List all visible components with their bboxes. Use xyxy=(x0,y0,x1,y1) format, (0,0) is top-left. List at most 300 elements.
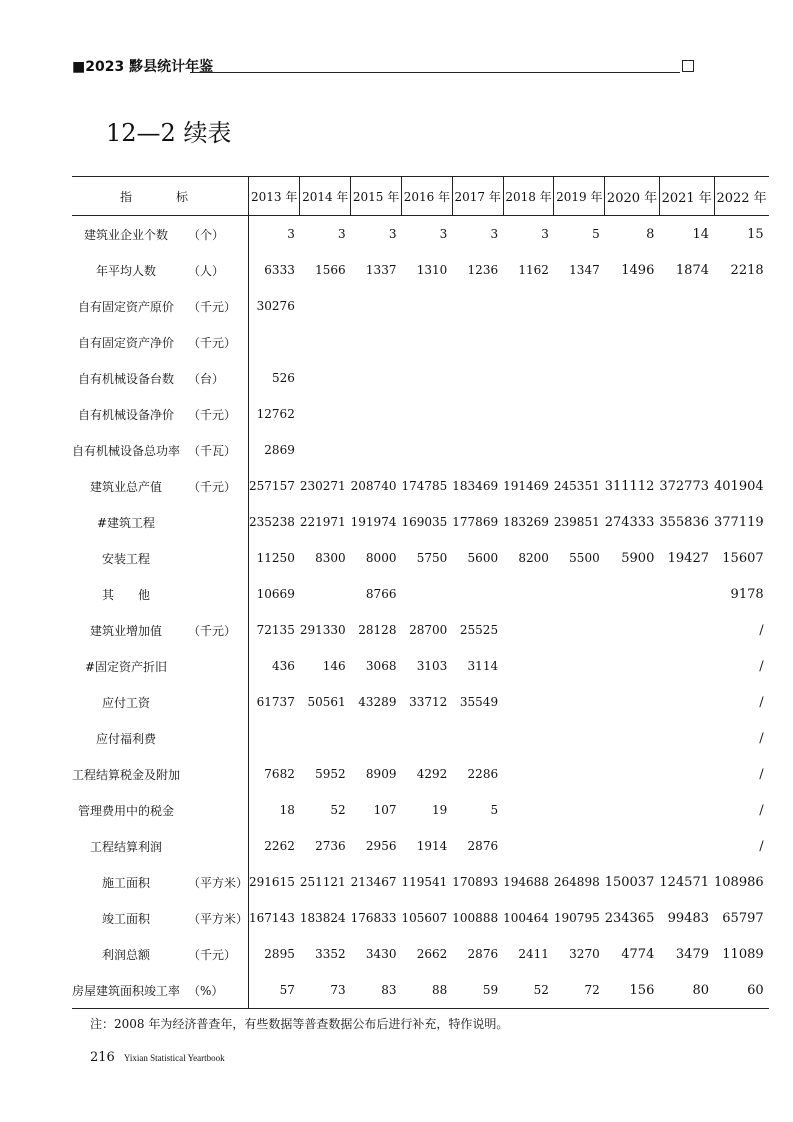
table-cell: 245351 xyxy=(553,479,600,493)
table-cell: 257157 xyxy=(249,468,300,504)
table-row xyxy=(72,252,769,288)
table-cell: 83 xyxy=(351,972,402,1009)
table-cell xyxy=(351,324,402,360)
table-cell xyxy=(503,288,554,324)
table-cell: 33712 xyxy=(409,695,448,709)
table-cell: 19427 xyxy=(667,550,709,566)
table-cell: 235238 xyxy=(249,504,300,540)
table-cell xyxy=(605,612,660,648)
table-cell: 355836 xyxy=(659,514,709,530)
table-cell: 239851 xyxy=(553,515,600,529)
table-cell: 1310 xyxy=(416,263,448,277)
table-cell: 19 xyxy=(432,803,448,817)
page-title: 12—2 续表 xyxy=(106,119,232,147)
row-unit xyxy=(180,792,249,828)
table-cell xyxy=(605,288,660,324)
table-cell xyxy=(605,324,660,360)
table-cell: 4774 xyxy=(621,946,655,962)
row-unit xyxy=(180,720,249,756)
table-cell: 3 xyxy=(490,227,499,241)
table-cell: 2262 xyxy=(249,828,300,864)
page-number: 216 xyxy=(90,1050,115,1065)
table-cell xyxy=(554,792,605,828)
row-indicator-name: #固定资产折旧 xyxy=(84,659,168,674)
row-indicator-name: 安装工程 xyxy=(102,551,151,566)
table-cell: 52 xyxy=(503,972,554,1009)
table-cell: 15607 xyxy=(722,550,764,566)
table-cell xyxy=(659,576,714,612)
table-cell: 5 xyxy=(592,227,600,241)
table-cell xyxy=(401,324,452,360)
table-cell: 183824 xyxy=(299,911,346,925)
table-cell xyxy=(554,324,605,360)
table-cell: 174785 xyxy=(401,479,448,493)
row-unit: （台） xyxy=(188,371,225,386)
table-cell xyxy=(714,396,769,432)
table-cell: 14 xyxy=(692,226,709,242)
table-cell: 150037 xyxy=(604,874,655,890)
table-cell: 30276 xyxy=(249,288,300,324)
year-header: 2016 年 xyxy=(401,177,452,216)
table-cell xyxy=(249,720,300,756)
table-cell: 167143 xyxy=(249,900,300,936)
row-indicator-name: 应付工资 xyxy=(102,695,151,710)
table-cell: 8909 xyxy=(365,767,397,781)
indicator-header xyxy=(72,177,249,216)
table-row xyxy=(72,216,769,253)
year-header: 2022 年 xyxy=(714,177,769,216)
table-row xyxy=(72,360,769,396)
table-cell: 274333 xyxy=(604,514,655,530)
table-cell xyxy=(503,360,554,396)
table-cell: 1337 xyxy=(365,263,397,277)
table-cell: 8300 xyxy=(315,551,346,565)
row-indicator-name: 建筑业企业个数 xyxy=(84,227,169,242)
row-unit xyxy=(180,648,249,684)
table-cell: 146 xyxy=(322,659,346,673)
table-cell xyxy=(605,720,660,756)
table-cell: 191469 xyxy=(503,479,549,493)
table-cell: 1496 xyxy=(621,262,655,278)
row-indicator-name: 房屋建筑面积竣工率 xyxy=(72,972,180,1009)
table-cell xyxy=(503,756,554,792)
row-indicator-name: 工程结算税金及附加 xyxy=(72,767,181,782)
table-cell xyxy=(300,576,351,612)
row-unit: （人） xyxy=(188,263,225,278)
table-cell xyxy=(300,396,351,432)
table-cell: 3352 xyxy=(315,947,346,961)
table-cell: 183469 xyxy=(452,479,499,493)
table-cell xyxy=(554,684,605,720)
table-cell: 108986 xyxy=(714,874,764,890)
table-cell: 3114 xyxy=(467,659,499,673)
row-indicator-name: 自有机械设备总功率 xyxy=(72,443,181,458)
table-cell xyxy=(452,720,503,756)
year-header: 2013 年 xyxy=(249,177,300,216)
indicator-header-char-2: 标 xyxy=(176,189,189,204)
year-header: 2019 年 xyxy=(554,177,605,216)
table-cell: 2411 xyxy=(518,947,549,961)
row-unit xyxy=(180,540,249,576)
table-cell: / xyxy=(759,730,764,746)
table-cell: 2218 xyxy=(730,262,764,278)
table-cell xyxy=(503,576,554,612)
table-cell: 5500 xyxy=(569,551,600,565)
table-cell: 3 xyxy=(439,227,448,241)
table-cell: 43289 xyxy=(358,695,397,709)
table-cell xyxy=(659,648,714,684)
table-cell: 208740 xyxy=(350,479,397,493)
table-cell: 3 xyxy=(541,227,549,241)
table-cell: 3 xyxy=(249,216,300,253)
table-cell: 72135 xyxy=(249,612,300,648)
table-cell: 10669 xyxy=(249,576,300,612)
table-cell: 3 xyxy=(338,227,346,241)
table-cell xyxy=(452,432,503,468)
table-cell xyxy=(300,288,351,324)
table-cell: 57 xyxy=(249,972,300,1009)
year-header: 2017 年 xyxy=(452,177,503,216)
table-row xyxy=(72,504,769,540)
row-indicator-name: 施工面积 xyxy=(102,875,151,890)
table-cell: / xyxy=(759,694,764,710)
year-header: 2018 年 xyxy=(503,177,554,216)
table-cell: 72 xyxy=(554,972,605,1009)
row-unit: （千元） xyxy=(188,479,237,494)
year-header: 2020 年 xyxy=(605,177,660,216)
table-cell: 1874 xyxy=(675,262,709,278)
table-cell: 5952 xyxy=(315,767,346,781)
table-row xyxy=(72,972,769,1009)
table-cell: 88 xyxy=(401,972,452,1009)
table-row xyxy=(72,396,769,432)
table-cell xyxy=(659,432,714,468)
table-cell xyxy=(452,396,503,432)
table-body xyxy=(72,216,769,1009)
table-cell: 230271 xyxy=(299,479,346,493)
row-indicator-name: #建筑工程 xyxy=(96,515,156,530)
table-cell: 80 xyxy=(659,972,714,1009)
table-cell: 4292 xyxy=(416,767,448,781)
table-cell: 156 xyxy=(605,972,660,1009)
row-indicator-name: 年平均人数 xyxy=(96,263,157,278)
table-cell xyxy=(300,720,351,756)
table-cell: 2736 xyxy=(315,839,346,853)
table-cell: 100464 xyxy=(503,911,549,925)
table-cell xyxy=(351,720,402,756)
table-cell: 59 xyxy=(452,972,503,1009)
row-indicator-name: 工程结算利润 xyxy=(90,839,163,854)
table-cell: 18 xyxy=(249,792,300,828)
table-cell: 7682 xyxy=(249,756,300,792)
table-cell xyxy=(554,612,605,648)
table-cell: 11089 xyxy=(722,946,764,962)
table-cell xyxy=(605,432,660,468)
table-cell: 1566 xyxy=(315,263,346,277)
year-header: 2021 年 xyxy=(659,177,714,216)
yearbook-header-title: ■2023 黟县统计年鉴 xyxy=(72,59,214,75)
table-cell: 8 xyxy=(646,226,655,242)
row-indicator-name: 自有机械设备台数 xyxy=(78,371,175,386)
table-row xyxy=(72,612,769,648)
table-cell: 170893 xyxy=(452,875,499,889)
table-cell: 28700 xyxy=(409,623,448,637)
table-cell: 1236 xyxy=(467,263,499,277)
table-cell: 1162 xyxy=(518,263,549,277)
running-header xyxy=(72,58,694,76)
table-row xyxy=(72,576,769,612)
table-cell xyxy=(351,360,402,396)
indicator-header-char-1: 指 xyxy=(120,189,133,204)
table-cell: 3430 xyxy=(365,947,397,961)
row-unit: （千元） xyxy=(188,947,237,962)
table-cell: 5 xyxy=(490,803,499,817)
table-cell xyxy=(554,720,605,756)
table-row xyxy=(72,792,769,828)
row-indicator-name: 竣工面积 xyxy=(102,911,151,926)
table-cell xyxy=(605,684,660,720)
table-cell xyxy=(714,288,769,324)
header-box-icon xyxy=(682,60,694,72)
table-cell: 3479 xyxy=(675,946,709,962)
footnote: 注：2008 年为经济普查年，有些数据等普查数据公布后进行补充，特作说明。 xyxy=(90,1017,509,1031)
table-cell xyxy=(503,396,554,432)
table-cell xyxy=(503,648,554,684)
row-indicator-name: 建筑业增加值 xyxy=(90,623,163,638)
table-cell xyxy=(714,360,769,396)
table-cell: 2895 xyxy=(249,936,300,972)
row-unit xyxy=(180,576,249,612)
row-indicator-name: 自有固定资产原价 xyxy=(78,299,175,314)
year-header: 2014 年 xyxy=(300,177,351,216)
table-cell: 190795 xyxy=(553,911,600,925)
table-row xyxy=(72,900,769,936)
table-cell: 9178 xyxy=(730,586,764,602)
table-cell xyxy=(503,720,554,756)
table-cell: 291330 xyxy=(299,623,346,637)
table-row xyxy=(72,684,769,720)
table-row xyxy=(72,828,769,864)
table-cell xyxy=(300,324,351,360)
row-indicator-name: 建筑业总产值 xyxy=(90,479,163,494)
table-cell: 169035 xyxy=(401,515,448,529)
row-unit xyxy=(180,504,249,540)
table-cell xyxy=(605,360,660,396)
table-row xyxy=(72,324,769,360)
table-cell: 107 xyxy=(373,803,397,817)
table-cell xyxy=(401,288,452,324)
table-header-row xyxy=(72,177,769,216)
table-cell xyxy=(659,828,714,864)
row-unit: （千瓦） xyxy=(188,443,237,458)
table-cell: 6333 xyxy=(249,252,300,288)
table-cell: 15 xyxy=(747,226,764,242)
row-unit xyxy=(180,684,249,720)
table-row xyxy=(72,648,769,684)
table-cell: 11250 xyxy=(249,540,300,576)
table-cell: 3270 xyxy=(569,947,600,961)
table-cell: 73 xyxy=(300,972,351,1009)
table-cell xyxy=(659,792,714,828)
table-cell: 176833 xyxy=(350,911,397,925)
table-cell xyxy=(659,396,714,432)
table-cell: 50561 xyxy=(307,695,346,709)
row-unit: （千元） xyxy=(188,407,237,422)
table-cell xyxy=(605,576,660,612)
table-cell: 35549 xyxy=(459,695,499,709)
table-cell: 8200 xyxy=(518,551,549,565)
table-row xyxy=(72,756,769,792)
table-cell xyxy=(300,360,351,396)
table-cell: 3 xyxy=(388,227,397,241)
table-cell: 119541 xyxy=(401,875,448,889)
table-cell xyxy=(503,432,554,468)
row-unit: （千元） xyxy=(188,299,237,314)
row-unit: （千元） xyxy=(188,335,237,350)
table-cell: 377119 xyxy=(714,514,764,530)
table-cell xyxy=(401,432,452,468)
table-cell xyxy=(503,324,554,360)
table-cell: 401904 xyxy=(714,478,764,494)
table-cell: 2876 xyxy=(467,947,499,961)
row-indicator-name: 自有固定资产净价 xyxy=(78,335,175,350)
row-unit: （个） xyxy=(188,227,225,242)
table-cell xyxy=(452,576,503,612)
table-cell xyxy=(554,648,605,684)
row-unit: （%） xyxy=(180,972,249,1009)
table-cell: 264898 xyxy=(553,875,600,889)
table-cell xyxy=(503,612,554,648)
table-cell: 3068 xyxy=(365,659,397,673)
table-cell: / xyxy=(759,622,764,638)
table-cell xyxy=(659,288,714,324)
table-cell: 526 xyxy=(249,360,300,396)
table-cell: 61737 xyxy=(249,684,300,720)
table-cell xyxy=(714,324,769,360)
table-cell xyxy=(659,684,714,720)
table-cell: 5750 xyxy=(416,551,448,565)
row-indicator-name: 其 他 xyxy=(102,587,151,602)
table-cell: 2956 xyxy=(365,839,397,853)
table-cell: 2869 xyxy=(249,432,300,468)
table-cell xyxy=(401,720,452,756)
table-cell: 221971 xyxy=(299,515,346,529)
table-cell xyxy=(503,684,554,720)
table-cell xyxy=(503,828,554,864)
table-cell xyxy=(452,324,503,360)
table-cell: 12762 xyxy=(249,396,300,432)
table-cell xyxy=(300,432,351,468)
table-cell xyxy=(401,576,452,612)
table-cell xyxy=(351,432,402,468)
table-cell xyxy=(401,396,452,432)
table-cell: 5600 xyxy=(467,551,499,565)
table-cell: 8000 xyxy=(365,551,397,565)
table-cell: 100888 xyxy=(452,911,499,925)
table-row xyxy=(72,864,769,900)
table-cell: / xyxy=(759,838,764,854)
statistics-table xyxy=(72,176,769,1009)
table-cell xyxy=(452,360,503,396)
table-cell: 65797 xyxy=(722,910,764,926)
table-row xyxy=(72,288,769,324)
table-cell: 1347 xyxy=(569,263,600,277)
table-cell xyxy=(605,756,660,792)
table-cell xyxy=(351,396,402,432)
table-cell: 28128 xyxy=(358,623,397,637)
row-unit: （平方米） xyxy=(188,875,249,890)
table-cell: 1914 xyxy=(416,839,448,853)
page-footer xyxy=(90,1046,225,1065)
row-indicator-name: 应付福利费 xyxy=(96,731,157,746)
table-cell: 213467 xyxy=(350,875,397,889)
row-indicator-name: 自有机械设备净价 xyxy=(78,407,175,422)
table-cell: 2876 xyxy=(467,839,499,853)
table-cell xyxy=(605,396,660,432)
table-cell: 124571 xyxy=(659,874,709,890)
table-cell: 52 xyxy=(330,803,346,817)
table-cell xyxy=(659,360,714,396)
table-cell xyxy=(554,396,605,432)
table-cell: 2662 xyxy=(416,947,448,961)
row-unit: （千元） xyxy=(188,623,237,638)
table-cell xyxy=(659,612,714,648)
table-cell: 436 xyxy=(249,648,300,684)
book-name: Yixian Statistical Yeartbook xyxy=(123,1053,225,1063)
table-row xyxy=(72,540,769,576)
year-header: 2015 年 xyxy=(351,177,402,216)
table-cell: 8766 xyxy=(365,587,397,601)
table-row xyxy=(72,468,769,504)
table-cell xyxy=(249,324,300,360)
table-cell xyxy=(351,288,402,324)
table-cell: 234365 xyxy=(604,910,655,926)
table-cell: 372773 xyxy=(659,478,709,494)
table-cell: 191974 xyxy=(350,515,397,529)
row-indicator-name: 利润总额 xyxy=(102,947,151,962)
table-cell: / xyxy=(759,658,764,674)
table-cell: / xyxy=(759,766,764,782)
table-cell: 194688 xyxy=(503,875,549,889)
table-cell xyxy=(659,324,714,360)
table-cell: 99483 xyxy=(667,910,709,926)
table-cell: 251121 xyxy=(299,875,346,889)
table-cell xyxy=(554,360,605,396)
table-cell: 25525 xyxy=(459,623,499,637)
table-cell: 105607 xyxy=(401,911,448,925)
table-cell: 311112 xyxy=(604,478,655,494)
table-cell xyxy=(554,828,605,864)
table-row xyxy=(72,720,769,756)
table-cell xyxy=(452,288,503,324)
table-cell: 2286 xyxy=(467,767,499,781)
table-cell xyxy=(659,720,714,756)
table-cell xyxy=(714,432,769,468)
table-cell xyxy=(554,432,605,468)
table-cell: 60 xyxy=(714,972,769,1009)
header-rule xyxy=(190,72,680,73)
row-unit xyxy=(180,756,249,792)
table-cell xyxy=(401,360,452,396)
row-unit: （平方米） xyxy=(188,911,249,926)
table-cell: / xyxy=(759,802,764,818)
table-cell xyxy=(503,792,554,828)
row-indicator-name: 管理费用中的税金 xyxy=(78,803,175,818)
table-cell: 177869 xyxy=(452,515,499,529)
table-cell: 3103 xyxy=(416,659,448,673)
table-cell xyxy=(659,756,714,792)
table-cell: 5900 xyxy=(621,550,655,566)
